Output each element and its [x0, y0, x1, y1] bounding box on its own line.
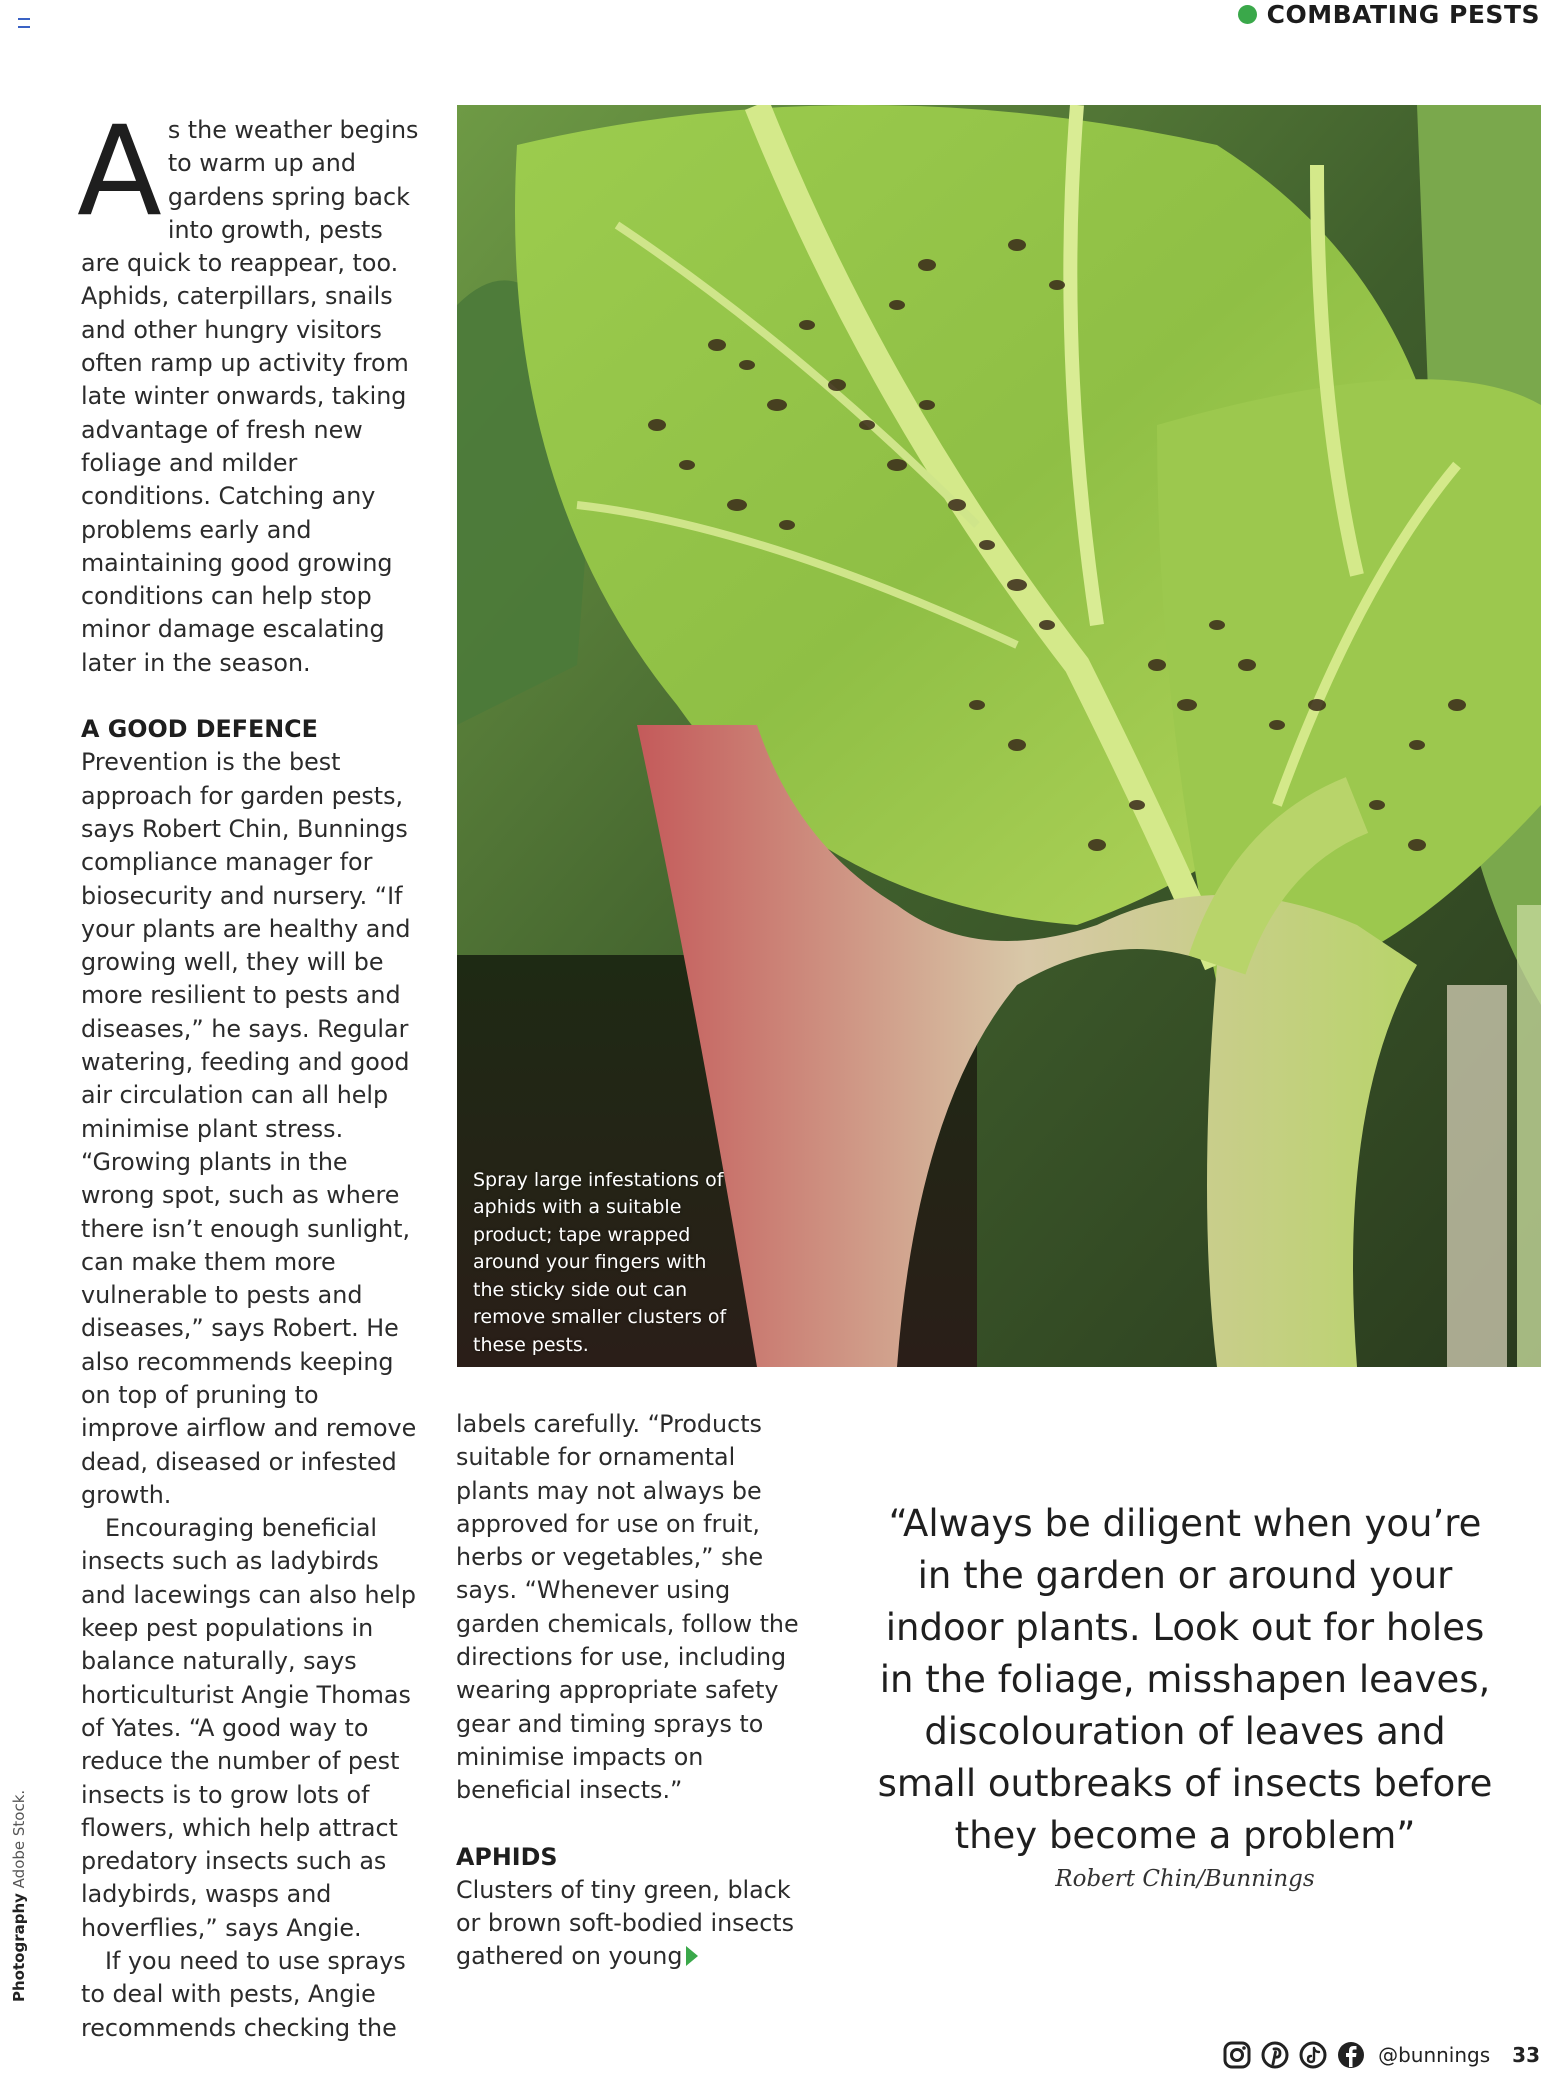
paragraph-beneficial-insects: Encouraging beneficial insects such as ladybirds and lacewings can also help keep pest populations in balance naturally, says horticulturist Angie Thomas of Yates. “A good way to reduce the number of pest insects is to grow lots of flowers, which help attract predatory insects such as ladybirds, wasps and hoverflies,” says Angie. — [81, 1514, 416, 1942]
section-title: COMBATING PESTS — [1266, 0, 1540, 29]
paragraph-labels: labels carefully. “Products suitable for ornamental plants may not always be approved for use on fruit, herbs or vegetables,” she says. “Whenever using garden chemicals, follow the directions for use, including wearing appropriate safety gear and timing sprays to minimise impacts on beneficial insects.” — [456, 1410, 799, 1805]
page-number: 33 — [1512, 2043, 1540, 2067]
intro-paragraph — [77, 100, 423, 680]
tiktok-icon[interactable] — [1298, 2040, 1328, 2070]
subhead-aphids: APHIDS — [456, 1842, 558, 1871]
article-column-1 — [77, 100, 423, 2045]
quote-attribution: Robert Chin/Bunnings — [1055, 1866, 1315, 1892]
corner-mark — [18, 18, 30, 28]
aphids-text: Clusters of tiny green, black or brown soft-bodied insects gathered on young — [456, 1875, 795, 1971]
pull-quote: “Always be diligent when you’re in the garden or around your indoor plants. Look out for holes in the foliage, misshapen leaves, discolouration of leaves and small outbreaks of insects before they become a problem” — [877, 1502, 1493, 1857]
photo-caption: Spray large infestations of aphids with a suitable product; tape wrapped around your fingers with the sticky side out can remove smaller clusters of these pests. — [473, 1168, 727, 1356]
page-footer — [1222, 2040, 1540, 2070]
drop-cap: A — [77, 100, 162, 244]
paragraph-sprays: If you need to use sprays to deal with pests, Angie recommends checking the — [81, 1947, 406, 2042]
social-handle: @bunnings — [1378, 2043, 1491, 2067]
intro-text: s the weather begins to warm up and gardens spring back into growth, pests are quick to reappear, too. Aphids, caterpillars, snails and other hungry visitors often ramp up activity from late winter onwards, taking advantage of fresh new foliage and milder conditions. Catching any problems early and maintaining good growing conditions can help stop minor damage escalating later in the season. — [81, 116, 419, 677]
subhead-a-good-defence: A GOOD DEFENCE — [81, 715, 318, 744]
paragraph-aphids — [456, 1874, 801, 1974]
pinterest-icon[interactable] — [1260, 2040, 1290, 2070]
paragraph-prevention: Prevention is the best approach for garden pests, says Robert Chin, Bunnings compliance manager for biosecurity and nursery. “If your plants are healthy and growing well, they will be more resilient to pests and diseases,” he says. Regular watering, feeding and good air circulation can all help minimise plant stress. “Growing plants in the wrong spot, such as where there isn’t enough sunlight, can make them more vulnerable to pests and diseases,” says Robert. He also recommends keeping on top of pruning to improve airflow and remove dead, diseased or infested growth. — [81, 748, 417, 1509]
aphid-leaf-photo — [457, 105, 1541, 1367]
instagram-icon[interactable] — [1222, 2040, 1252, 2070]
photo-credit — [10, 1790, 28, 2002]
continue-arrow-icon — [686, 1946, 698, 1966]
credit-label: Photography — [10, 1893, 28, 2002]
green-dot-icon — [1238, 5, 1257, 24]
credit-source: Adobe Stock. — [10, 1789, 28, 1889]
section-tag — [1238, 0, 1540, 29]
facebook-icon[interactable] — [1336, 2040, 1366, 2070]
article-column-2 — [456, 1408, 801, 1974]
